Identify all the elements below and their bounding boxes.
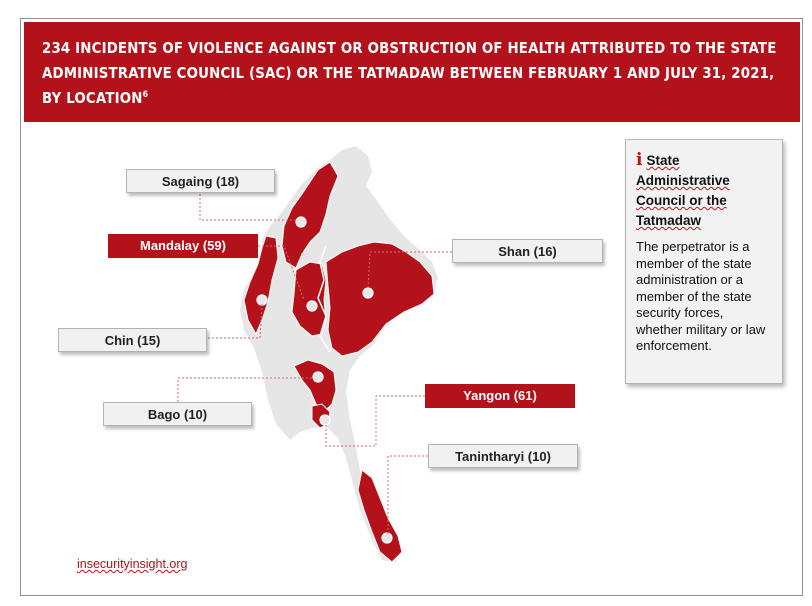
marker-shan — [363, 288, 373, 298]
label-tanintharyi: Tanintharyi (10) — [428, 444, 578, 468]
label-chin: Chin (15) — [58, 328, 207, 352]
marker-chin — [257, 295, 267, 305]
marker-mandalay — [307, 301, 317, 311]
figure-title: 234 INCIDENTS OF VIOLENCE AGAINST OR OBSTRUCTION OF HEALTH ATTRIBUTED TO THE STATE ADMINISTRATIVE COUNCIL (SAC) OR THE TATMADAW BETWEEN FEBRUARY 1 AND JULY 31, 2021, BY LOCATION$^6$ — [42, 39, 777, 107]
label-yangon: Yangon (61) — [425, 384, 575, 408]
source-link[interactable]: insecurityinsight.org — [77, 557, 188, 571]
label-sagaing: Sagaing (18) — [126, 169, 275, 193]
label-bago: Bago (10) — [103, 402, 252, 426]
label-shan: Shan (16) — [452, 239, 603, 263]
marker-yangon — [320, 415, 330, 425]
marker-bago — [313, 372, 323, 382]
legend-heading: i State Administrative Council or the Tatmadaw — [636, 150, 730, 228]
legend-box — [625, 139, 783, 384]
marker-tanintharyi — [382, 533, 392, 543]
label-mandalay: Mandalay (59) — [108, 234, 258, 258]
info-i-icon: i — [636, 150, 643, 170]
legend-body: The perpetrator is a member of the state administration or a member of the state security forces, whether military or law enforcement. — [636, 239, 766, 353]
title-footnote: 6 — [142, 89, 149, 100]
marker-sagaing — [296, 217, 306, 227]
